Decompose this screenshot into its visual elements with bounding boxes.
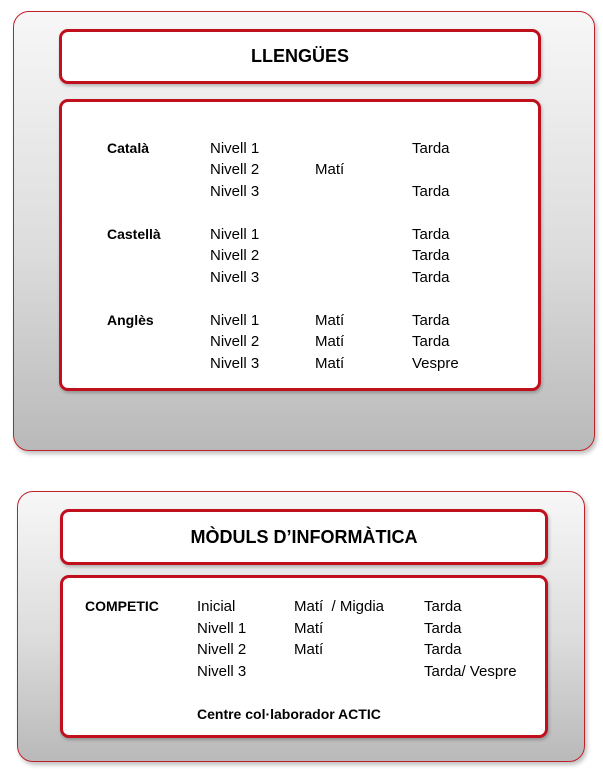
- llengues-title-box: [59, 29, 541, 84]
- mati-label: Matí: [294, 620, 324, 637]
- tarda-label: Tarda: [412, 312, 450, 329]
- tarda-label: Tarda: [424, 641, 462, 658]
- tarda-label: Tarda: [412, 333, 450, 350]
- tarda-label: Tarda: [412, 226, 450, 243]
- tarda-label: Tarda: [424, 598, 462, 615]
- tarda-label: Tarda: [412, 269, 450, 286]
- mati-label: Matí: [315, 355, 345, 372]
- tarda-label: Tarda: [424, 620, 462, 637]
- level-label: Nivell 1: [210, 140, 260, 157]
- level-label: Nivell 3: [210, 269, 260, 286]
- level-label: Inicial: [197, 598, 236, 615]
- level-label: Nivell 2: [210, 161, 260, 178]
- tarda-label: Tarda: [412, 247, 450, 264]
- tarda-label: Tarda: [412, 183, 450, 200]
- tarda-vespre-label: Tarda/ Vespre: [424, 663, 517, 680]
- mati-label: Matí / Migdia: [294, 598, 385, 615]
- language-label-catala: Català: [107, 140, 150, 156]
- program-label-competic: COMPETIC: [85, 598, 159, 614]
- actic-footer: Centre col·laborador ACTIC: [197, 706, 381, 722]
- level-label: Nivell 1: [210, 226, 260, 243]
- mati-label: Matí: [315, 312, 345, 329]
- level-label: Nivell 2: [197, 641, 247, 658]
- tarda-label: Tarda: [412, 140, 450, 157]
- llengues-title: LLENGÜES: [250, 46, 349, 66]
- mati-label: Matí: [294, 641, 324, 658]
- vespre-label: Vespre: [412, 355, 459, 372]
- level-label: Nivell 3: [210, 355, 260, 372]
- mati-label: Matí: [315, 333, 345, 350]
- level-label: Nivell 1: [197, 620, 247, 637]
- mati-label: Matí: [315, 161, 345, 178]
- informatica-title: MÒDULS D’INFORMÀTICA: [190, 526, 418, 547]
- llengues-panel: [13, 11, 595, 451]
- language-label-castella: Castellà: [107, 226, 161, 242]
- level-label: Nivell 1: [210, 312, 260, 329]
- level-label: Nivell 3: [197, 663, 247, 680]
- level-label: Nivell 2: [210, 333, 260, 350]
- informatica-panel: [17, 491, 585, 762]
- informatica-title-box: [60, 509, 548, 565]
- language-label-angles: Anglès: [107, 312, 154, 328]
- llengues-schedule-box: [59, 99, 541, 391]
- informatica-schedule-box: [60, 575, 548, 738]
- level-label: Nivell 3: [210, 183, 260, 200]
- level-label: Nivell 2: [210, 247, 260, 264]
